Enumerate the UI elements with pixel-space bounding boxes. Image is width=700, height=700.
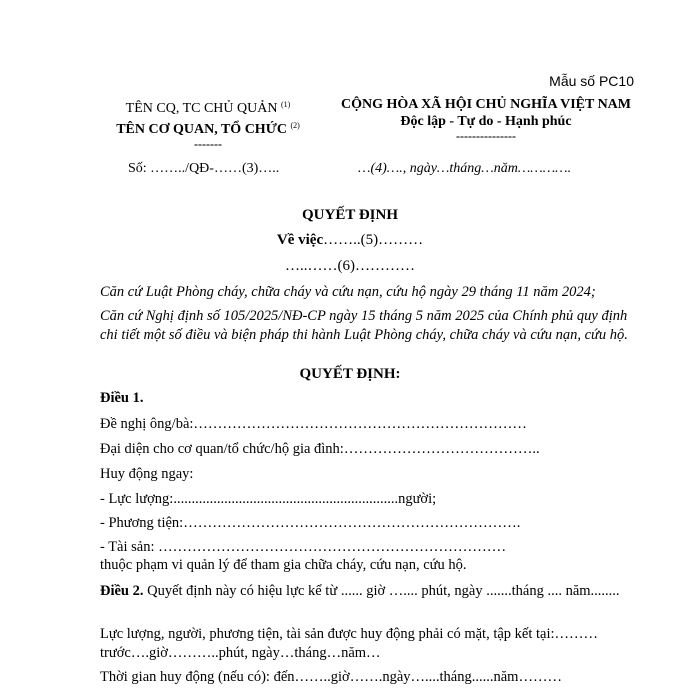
header-left-rule: -------	[194, 137, 222, 151]
article-1-request-line: Đề nghị ông/bà:……………………………………………………………	[100, 416, 527, 432]
article-1-scope-line: thuộc phạm vi quản lý để tham gia chữa cháy, cứu nạn, cứu hộ.	[100, 557, 467, 573]
reference-number: Số: ……../QĐ-……(3)…..	[128, 161, 280, 176]
place-date: …(4)…., ngày…tháng…năm………….	[358, 161, 572, 176]
agency-name: TÊN CƠ QUAN, TỔ CHỨC	[116, 122, 287, 137]
legal-basis-1: Căn cứ Luật Phòng cháy, chữa cháy và cứu nạn, cứu hộ ngày 29 tháng 11 năm 2024;	[100, 284, 596, 300]
national-header	[316, 96, 656, 142]
legal-basis-2: Căn cứ Nghị định số 105/2025/NĐ-CP ngày 15 tháng 5 năm 2025 của Chính phủ quy định chi tiết một số điều và biện pháp thi hành Luật Phòng cháy, chữa cháy và cứu nạn, cứu hộ.	[100, 308, 628, 343]
subject-line-2: …..……(6)…………	[285, 258, 415, 274]
article-1-mobilize-label: Huy động ngay:	[100, 466, 194, 482]
article-2-heading: Điều 2.	[100, 583, 144, 599]
header-right-rule: ---------------	[456, 129, 516, 143]
footnote-ref-2: (2)	[290, 121, 300, 130]
article-1-assets-line: - Tài sản: ………………………………………………………………	[100, 539, 507, 555]
article-1-vehicles-line: - Phương tiện:…………………………………………………………….	[100, 515, 521, 531]
form-number: Mẫu số PC10	[549, 73, 634, 89]
article-2-effect	[100, 582, 640, 601]
national-motto: Độc lập - Tự do - Hạnh phúc	[400, 114, 572, 129]
subject-placeholder-5: ……..(5)………	[323, 232, 424, 248]
article-1-heading: Điều 1.	[100, 390, 144, 406]
document-title: QUYẾT ĐỊNH	[302, 207, 398, 223]
article-1-forces-line: - Lực lượng:..............................................................người;	[100, 491, 437, 507]
country-name: CỘNG HÒA XÃ HỘI CHỦ NGHĨA VIỆT NAM	[340, 97, 631, 112]
subject-label: Về việc	[276, 232, 324, 248]
issuing-agency-header	[108, 96, 308, 150]
article-2-gathering-line: Lực lượng, người, phương tiện, tài sản được huy động phải có mặt, tập kết tại:……… trước….giờ………..phút, ngày…tháng…năm…	[100, 626, 599, 661]
footnote-ref-1: (1)	[280, 100, 291, 109]
article-1-representative-line: Đại diện cho cơ quan/tổ chức/hộ gia đình:…………………………………..	[100, 441, 540, 457]
decide-heading: QUYẾT ĐỊNH:	[299, 366, 401, 382]
subject-line-1	[0, 232, 700, 249]
article-2-duration-line: Thời gian huy động (nếu có): đến……..giờ…….ngày…....tháng......năm………	[100, 669, 562, 685]
parent-agency-name: TÊN CQ, TC CHỦ QUẢN	[125, 101, 278, 116]
article-2-effect-text: Quyết định này có hiệu lực kể từ ...... giờ ….... phút, ngày .......tháng .... năm........	[147, 583, 620, 599]
